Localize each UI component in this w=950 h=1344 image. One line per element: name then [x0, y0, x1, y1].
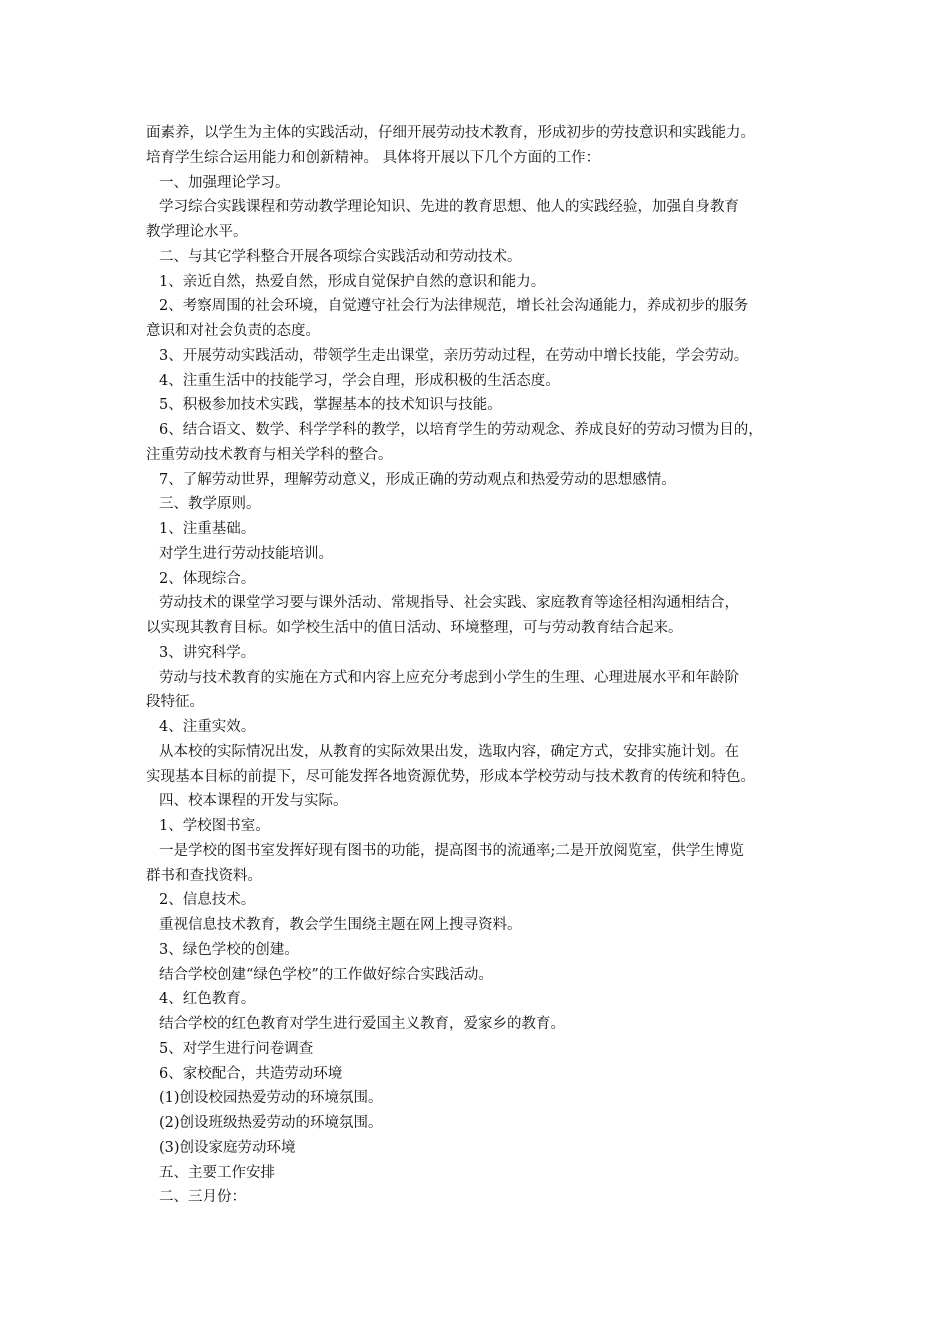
text-line: 对学生进行劳动技能培训。 — [159, 545, 333, 562]
text-line: 4、红色教育。 — [159, 991, 256, 1008]
text-line: 面素养，以学生为主体的实践活动，仔细开展劳动技术教育，形成初步的劳技意识和实践能力。 — [146, 125, 755, 141]
text-line: 3、开展劳动实践活动，带领学生走出课堂，亲历劳动过程，在劳动中增长技能，学会劳动。 — [159, 347, 749, 364]
text-line: 5、对学生进行问卷调查 — [159, 1040, 314, 1057]
text-line: 二、与其它学科整合开展各项综合实践活动和劳动技术。 — [159, 248, 522, 265]
text-line: 劳动技术的课堂学习要与课外活动、常规指导、社会实践、家庭教育等途径相沟通相结合， — [159, 595, 739, 612]
text-line: 5、积极参加技术实践，掌握基本的技术知识与技能。 — [159, 397, 502, 414]
text-line: 以实现其教育目标。如学校生活中的值日活动、环境整理，可与劳动教育结合起来。 — [146, 620, 683, 636]
text-line: 从本校的实际情况出发，从教育的实际效果出发，选取内容，确定方式，安排实施计划。在 — [159, 743, 739, 760]
text-line: 3、讲究科学。 — [159, 644, 256, 661]
text-line: 2、信息技术。 — [159, 892, 256, 909]
text-line: 1、学校图书室。 — [159, 818, 270, 834]
text-line: 四、校本课程的开发与实际。 — [159, 793, 348, 810]
text-line: 2、体现综合。 — [159, 570, 256, 587]
text-line: 3、绿色学校的创建。 — [159, 941, 299, 958]
text-line: 二、三月份： — [159, 1189, 246, 1206]
text-line: 一是学校的图书室发挥好现有图书的功能，提高图书的流通率;二是开放阅览室，供学生博览 — [159, 842, 744, 859]
text-line: 意识和对社会负责的态度。 — [146, 323, 320, 339]
text-line: 6、结合语文、数学、科学学科的教学，以培育学生的劳动观念、养成良好的劳动习惯为目的， — [159, 422, 763, 438]
document-body — [146, 121, 846, 1210]
text-line: 劳动与技术教育的实施在方式和内容上应充分考虑到小学生的生理、心理进展水平和年龄阶 — [159, 669, 739, 686]
text-line: 6、家校配合，共造劳动环境 — [159, 1065, 343, 1082]
text-line: 三、教学原则。 — [159, 496, 261, 513]
text-line: 段特征。 — [146, 694, 204, 711]
text-line: 群书和查找资料。 — [146, 867, 262, 884]
text-line: 4、注重实效。 — [159, 719, 256, 735]
text-line: 一、加强理论学习。 — [159, 174, 290, 191]
text-line: 结合学校的红色教育对学生进行爱国主义教育，爱家乡的教育。 — [159, 1016, 565, 1032]
text-line: (3)创设家庭劳动环境 — [159, 1139, 296, 1156]
text-line: 注重劳动技术教育与相关学科的整合。 — [146, 446, 393, 463]
text-line: 1、亲近自然，热爱自然，形成自觉保护自然的意识和能力。 — [159, 273, 546, 290]
text-line: 7、了解劳动世界，理解劳动意义，形成正确的劳动观点和热爱劳动的思想感情。 — [159, 471, 676, 488]
text-line: 实现基本目标的前提下，尽可能发挥各地资源优势，形成本学校劳动与技术教育的传统和特色。 — [146, 768, 755, 785]
text-line: 重视信息技术教育，教会学生围绕主题在网上搜寻资料。 — [159, 917, 522, 933]
text-line: 结合学校创建“绿色学校”的工作做好综合实践活动。 — [159, 966, 493, 983]
text-line: (1)创设校园热爱劳动的环境氛围。 — [159, 1090, 383, 1107]
text-line: (2)创设班级热爱劳动的环境氛围。 — [159, 1115, 383, 1131]
text-line: 五、主要工作安排 — [159, 1164, 275, 1181]
text-line: 2、考察周围的社会环境，自觉遵守社会行为法律规范，增长社会沟通能力，养成初步的服务 — [159, 298, 749, 315]
text-line: 4、注重生活中的技能学习，学会自理，形成积极的生活态度。 — [159, 372, 560, 389]
text-line: 培育学生综合运用能力和创新精神。 具体将开展以下几个方面的工作： — [146, 149, 601, 166]
text-line: 学习综合实践课程和劳动教学理论知识、先进的教育思想、他人的实践经验，加强自身教育 — [159, 199, 739, 216]
text-line: 教学理论水平。 — [146, 224, 248, 240]
text-line: 1、注重基础。 — [159, 521, 256, 537]
